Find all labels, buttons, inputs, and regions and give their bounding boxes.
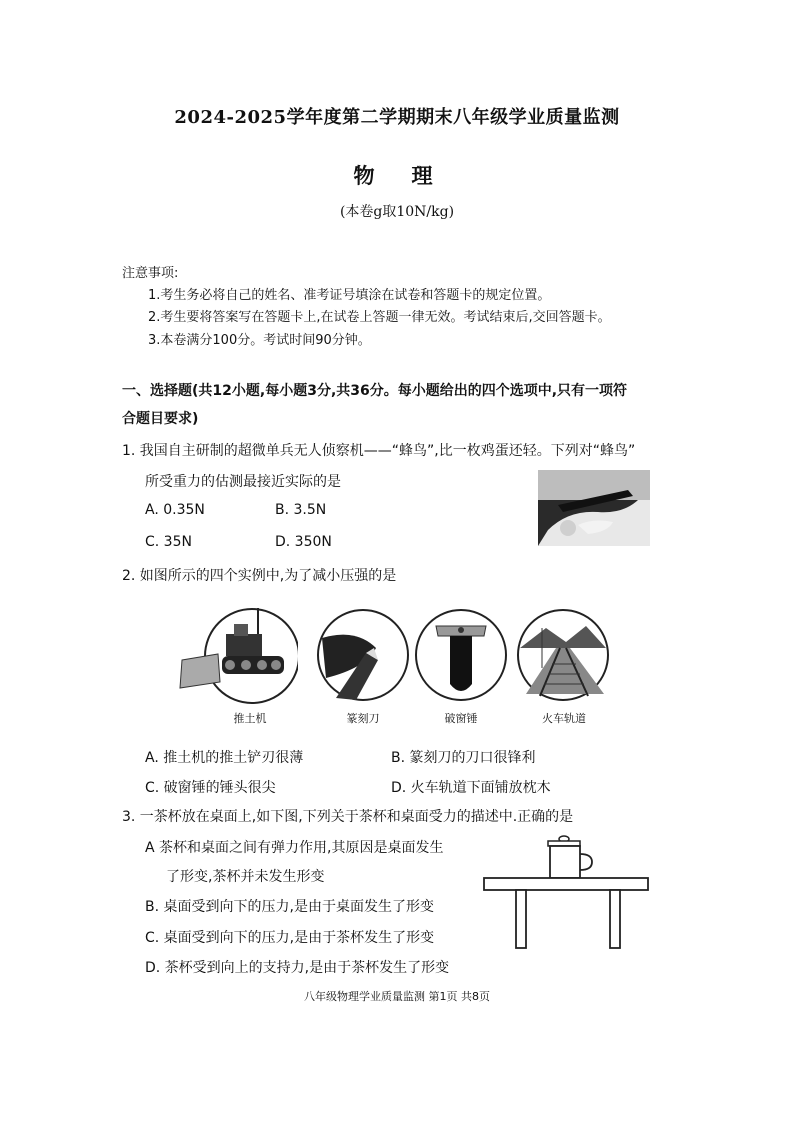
drone-hand-photo — [538, 470, 650, 546]
q1-stem-line2: 所受重力的估测最接近实际的是 — [145, 474, 341, 490]
caption-carving-knife: 篆刻刀 — [346, 712, 380, 725]
g-value-note: (本卷g取10N/kg) — [339, 204, 455, 220]
q1-option-d: D. 350N — [275, 534, 332, 550]
q3-option-c: C. 桌面受到向下的压力,是由于茶杯发生了形变 — [145, 930, 435, 946]
q3-option-a: A 茶杯和桌面之间有弹力作用,其原因是桌面发生 — [145, 840, 444, 856]
cup-on-table-diagram — [480, 832, 652, 952]
notice-item: 2.考生要将答案写在答题卡上,在试卷上答题一律无效。考试结束后,交回答题卡。 — [148, 310, 611, 325]
q3-option-a-cont: 了形变,茶杯并未发生形变 — [166, 869, 325, 885]
seal-carving-knife-image — [316, 608, 410, 702]
q3-stem: 3. 一茶杯放在桌面上,如下图,下列关于茶杯和桌面受力的描述中.正确的是 — [122, 809, 574, 825]
q3-option-b: B. 桌面受到向下的压力,是由于桌面发生了形变 — [145, 899, 434, 915]
q2-option-b: B. 篆刻刀的刀口很锋利 — [391, 750, 536, 766]
q1-stem-line1: 1. 我国自主研制的超微单兵无人侦察机——“蜂鸟”,比一枚鸡蛋还轻。下列对“蜂鸟” — [122, 443, 636, 459]
caption-bulldozer: 推土机 — [233, 712, 267, 725]
q2-stem: 2. 如图所示的四个实例中,为了减小压强的是 — [122, 568, 397, 584]
section-heading-line2: 合题目要求) — [122, 411, 199, 427]
exam-title: 2024-2025学年度第二学期期末八年级学业质量监测 — [174, 107, 620, 128]
caption-hammer: 破窗锤 — [444, 712, 478, 725]
notice-item: 3.本卷满分100分。考试时间90分钟。 — [148, 333, 371, 348]
q3-option-d: D. 茶杯受到向上的支持力,是由于茶杯发生了形变 — [145, 960, 450, 976]
notice-item: 1.考生务必将自己的姓名、准考证号填涂在试卷和答题卡的规定位置。 — [148, 288, 551, 303]
q1-option-a: A. 0.35N — [145, 502, 205, 518]
notice-heading: 注意事项: — [122, 266, 179, 281]
q2-option-a: A. 推土机的推土铲刃很薄 — [145, 750, 304, 766]
subject-title: 物 理 — [353, 163, 441, 188]
q2-option-d: D. 火车轨道下面铺放枕木 — [391, 780, 551, 796]
caption-railway: 火车轨道 — [542, 712, 586, 725]
bulldozer-image — [178, 604, 298, 704]
q2-option-c: C. 破窗锤的锤头很尖 — [145, 780, 276, 796]
section-heading-line1: 一、选择题(共12小题,每小题3分,共36分。每小题给出的四个选项中,只有一项符 — [122, 383, 628, 399]
q1-option-b: B. 3.5N — [275, 502, 327, 518]
railway-track-image — [516, 608, 610, 702]
q1-option-c: C. 35N — [145, 534, 192, 550]
window-breaker-hammer-image — [414, 608, 508, 702]
page-footer: 八年级物理学业质量监测 第1页 共8页 — [304, 990, 490, 1003]
